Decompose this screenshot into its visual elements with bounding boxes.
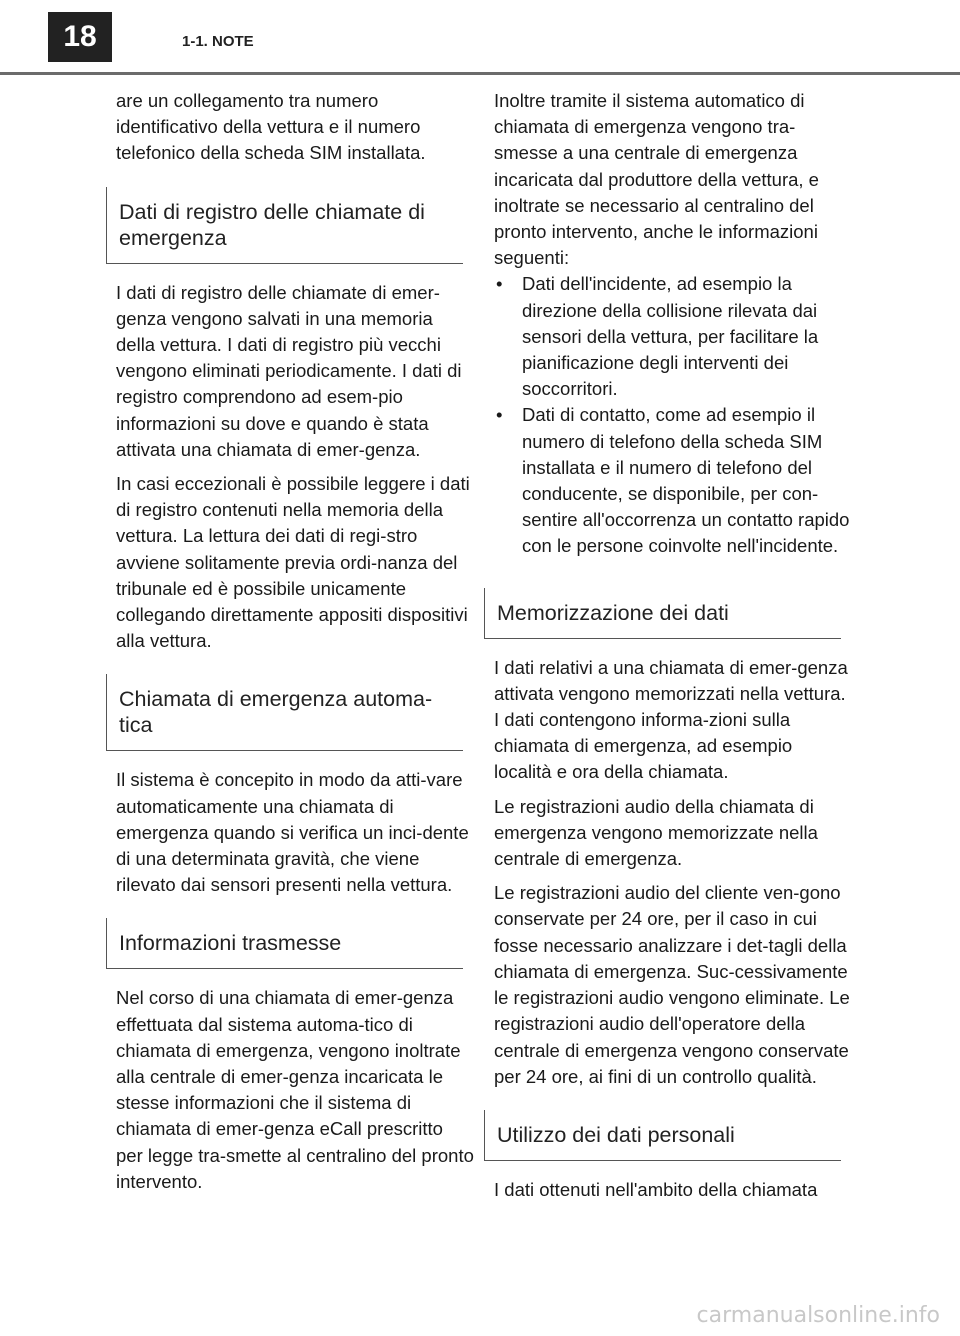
left-column — [116, 88, 474, 1203]
page-header — [0, 0, 960, 74]
page-number: 18 — [48, 12, 112, 62]
bullet-incidente: • Dati dell'incidente, ad esempio la direzione della collisione rilevata dai sensori della vettura, per facilitare la pianificazione degli interventi dei soccorritori. — [494, 271, 852, 402]
paragraph-registro-2: In casi eccezionali è possibile leggere i dati di registro contenuti nella memoria della vettura. La lettura dei dati di regi-stro avviene solitamente previa ordi-nanza del tribunale ed è possibile unicamente collegando direttamente appositi dispositivi alla vettura. — [116, 473, 470, 652]
watermark: carmanualsonline.info — [696, 1303, 940, 1328]
right-column — [494, 88, 852, 1211]
paragraph-automatica: Il sistema è concepito in modo da atti-vare automaticamente una chiamata di emergenza quando si verifica un inci-dente di una determinata gravità, che viene rilevato dai sensori presenti nella vettura. — [116, 769, 469, 896]
section-title: 1-1. NOTE — [182, 33, 254, 50]
bullet-contatto: • Dati di contatto, come ad esempio il numero di telefono della scheda SIM installata e il numero di telefono del conducente, se disponibile, per con-sentire all'occorrenza un contatto rapido con le persone coinvolte nell'incidente. — [494, 402, 852, 559]
header-divider — [0, 72, 960, 75]
heading-utilizzo: Utilizzo dei dati personali — [484, 1110, 841, 1161]
paragraph-memorizzazione-2: Le registrazioni audio della chiamata di emergenza vengono memorizzate nella centrale di emergenza. — [494, 795, 818, 870]
heading-registro: Dati di registro delle chiamate di emergenza — [106, 187, 463, 264]
paragraph-utilizzo: I dati ottenuti nell'ambito della chiamata — [494, 1178, 818, 1200]
paragraph-registro-1: I dati di registro delle chiamate di emer-genza vengono salvati in una memoria della vettura. I dati di registro più vecchi vengono eliminati periodicamente. I dati di registro comprendono ad esem-pio informazioni su dove e quando è stata attivata una chiamata di emer-genza. — [116, 281, 462, 460]
heading-informazioni: Informazioni trasmesse — [106, 918, 463, 969]
intro-paragraph: are un collegamento tra numero identificativo della vettura e il numero telefonico della scheda SIM installata. — [116, 90, 426, 164]
paragraph-informazioni: Nel corso di una chiamata di emer-genza effettuata dal sistema automa-tico di chiamata di emergenza, vengono inoltrate alla centrale di emer-genza incaricata le stesse informazioni che il sistema di chiamata di emer-genza eCall prescritto per legge tra-smette al centralino del pronto intervento. — [116, 987, 474, 1192]
heading-automatica: Chiamata di emergenza automa-tica — [106, 674, 463, 751]
paragraph-memorizzazione-1: I dati relativi a una chiamata di emer-genza attivata vengono memorizzati nella vettura. I dati contengono informa-zioni sulla chiamata di emergenza, ad esempio località e ora della chiamata. — [494, 656, 848, 783]
paragraph-inoltre: Inoltre tramite il sistema automatico di chiamata di emergenza vengono tra-smesse a una centrale di emergenza incaricata dal produttore della vettura, e inoltrate se necessario al centralino del pronto intervento, anche le informazioni seguenti: — [494, 90, 819, 269]
paragraph-memorizzazione-3: Le registrazioni audio del cliente ven-gono conservate per 24 ore, per il caso in cui fosse necessario analizzare i det-tagli della chiamata di emergenza. Suc-cessivamente le registrazioni audio vengono eliminate. Le registrazioni audio dell'operatore della centrale di emergenza vengono conservate per 24 ore, ai fini di un controllo qualità. — [494, 882, 850, 1087]
heading-memorizzazione: Memorizzazione dei dati — [484, 588, 841, 639]
